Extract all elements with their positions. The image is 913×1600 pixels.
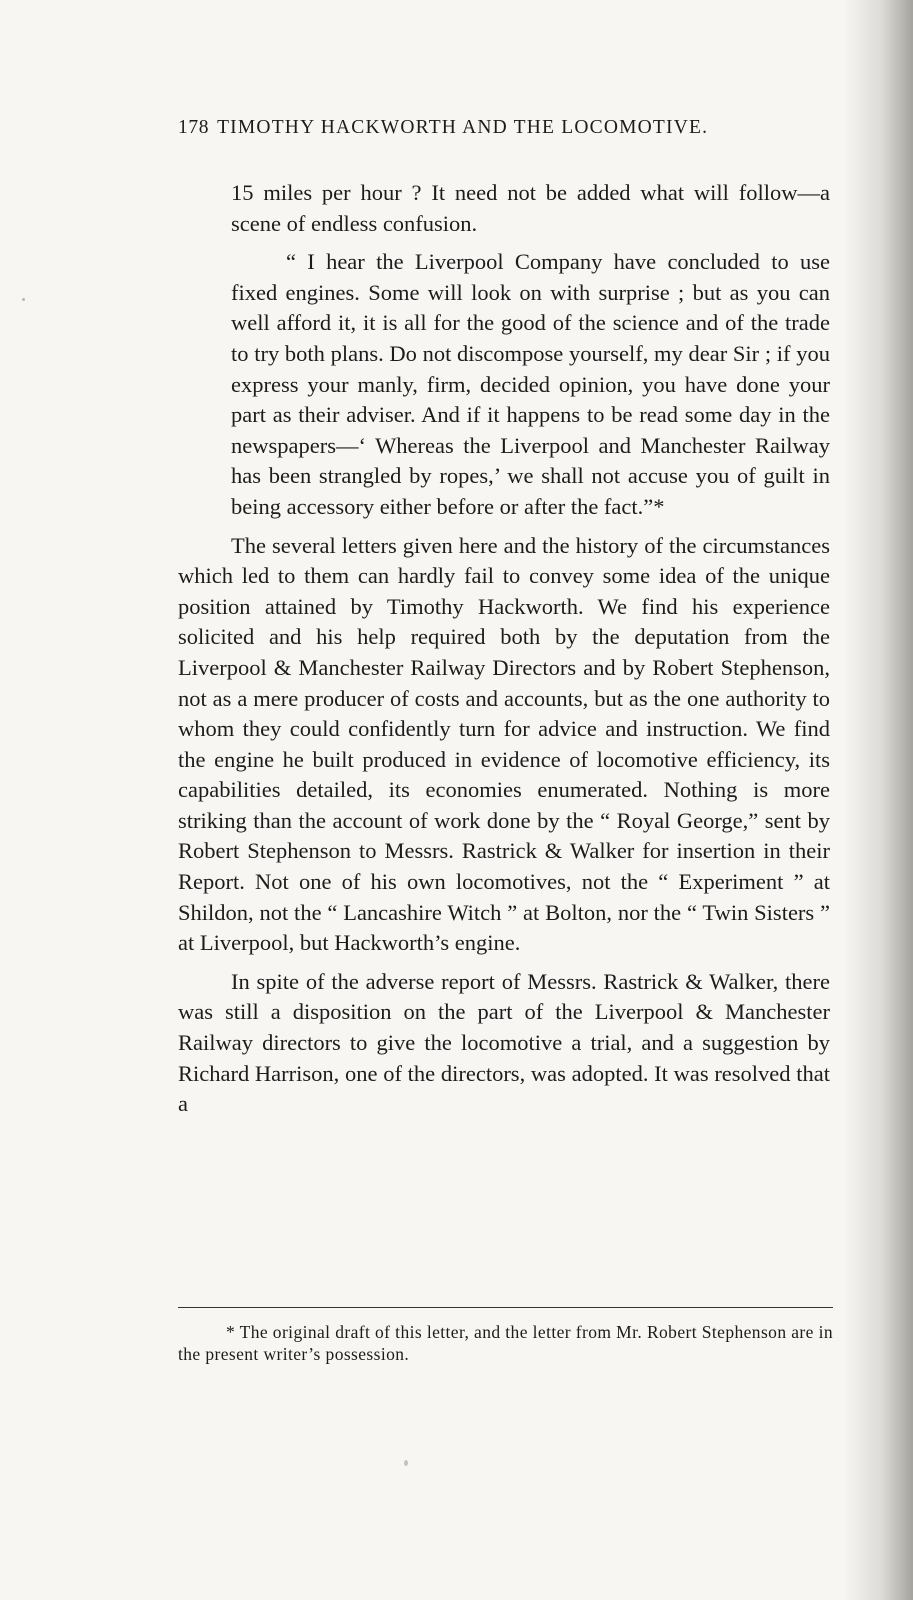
quote-paragraph: 15 miles per hour ? It need not be added what will follow—a scene of endless confusion. — [231, 180, 830, 236]
page-number: 178 — [178, 117, 210, 138]
running-header — [178, 117, 828, 139]
quote-paragraph: “ I hear the Liverpool Company have concluded to use fixed engines. Some will look on with surprise ; but as you can well afford it, it is all for the good of the science and of the trade to try both plans. Do not discompose yourself, my dear Sir ; if you express your manly, firm, decided opinion, you have done your part as their adviser. And if it happens to be read some day in the newspapers—‘ Whereas the Liverpool and Manchester Railway has been strangled by ropes,’ we shall not accuse you of guilt in being accessory either before or after the fact.”* — [231, 249, 830, 519]
paper-speck — [404, 1460, 408, 1466]
block-quote — [231, 178, 830, 523]
page-curl-shadow — [843, 0, 913, 1600]
running-title: TIMOTHY HACKWORTH AND THE LOCOMOTIVE. — [217, 117, 709, 138]
footnote: * The original draft of this letter, and the letter from Mr. Robert Stephenson are in the present writer’s possession. — [178, 1322, 833, 1364]
body-paragraph: The several letters given here and the history of the circumstances which led to them can hardly fail to convey some idea of the unique position attained by Timothy Hackworth. We find his experience solicited and his help required both by the deputation from the Liverpool & Manchester Railway Directors and by Robert Stephenson, not as a mere producer of costs and accounts, but as the one authority to whom they could confidently turn for advice and instruction. We find the engine he built produced in evidence of locomotive efficiency, its capabilities detailed, its economies enumerated. Nothing is more striking than the account of work done by the “ Royal George,” sent by Robert Stephenson to Messrs. Rastrick & Walker for insertion in their Report. Not one of his own locomotives, not the “ Experiment ” at Shildon, not the “ Lancashire Witch ” at Bolton, nor the “ Twin Sisters ” at Liverpool, but Hackworth’s engine. — [178, 532, 830, 956]
paper-speck — [22, 298, 25, 301]
page-body — [178, 178, 830, 1128]
footnote-divider — [178, 1307, 833, 1308]
body-paragraph: In spite of the adverse report of Messrs. Rastrick & Walker, there was still a disposition on the part of the Liverpool & Manchester Railway directors to give the locomotive a trial, and a suggestion by Richard Harrison, one of the directors, was adopted. It was resolved that a — [178, 968, 830, 1117]
